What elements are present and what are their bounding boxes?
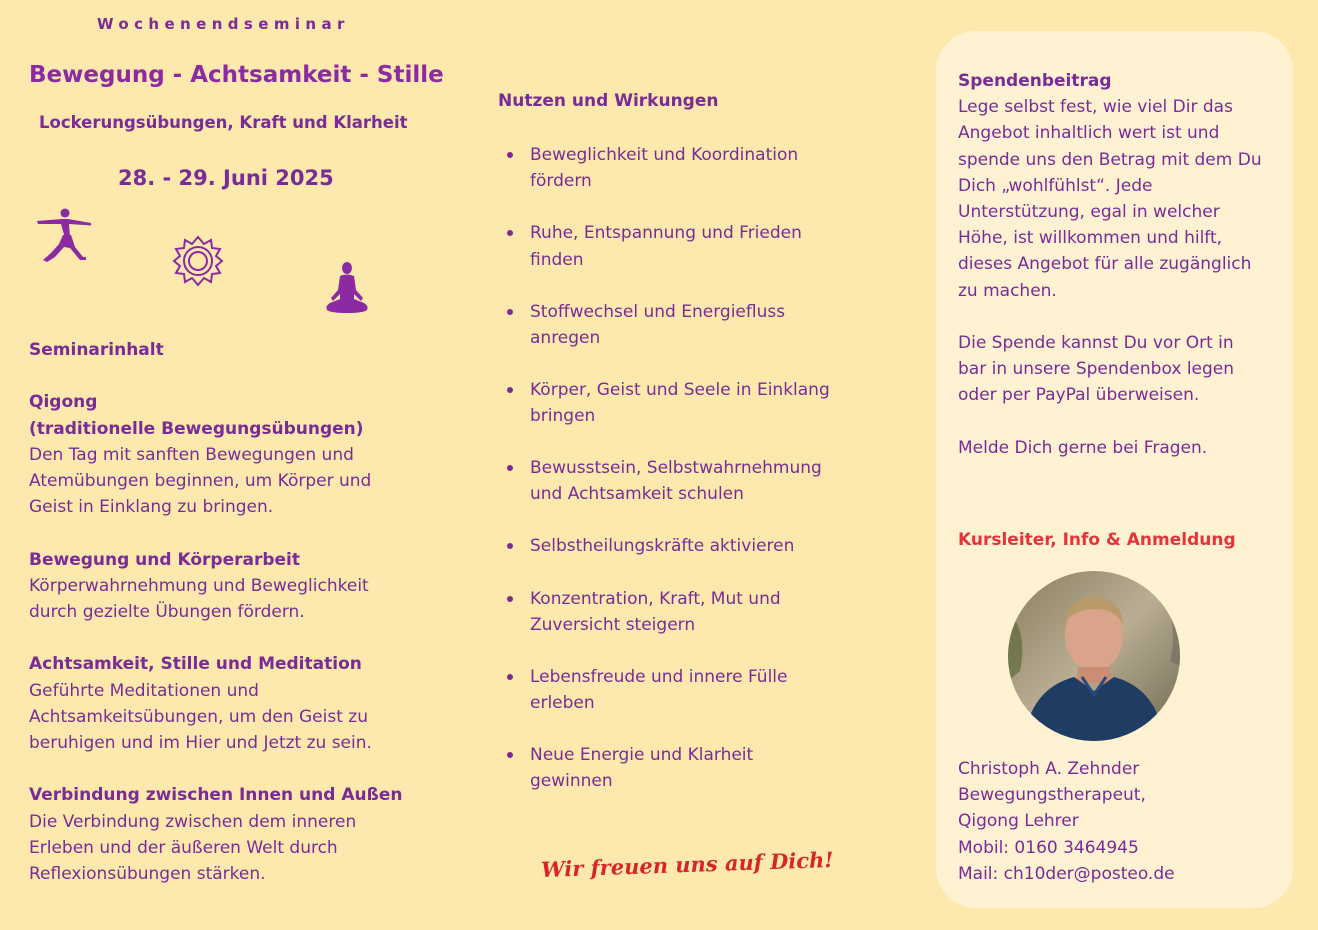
section-line: Die Verbindung zwischen dem inneren xyxy=(29,811,357,832)
contact-role: Qigong Lehrer xyxy=(958,811,1079,832)
benefits-title: Nutzen und Wirkungen xyxy=(498,91,719,111)
section-line: Reflexionsübungen stärken. xyxy=(29,864,266,884)
section-line: durch gezielte Übungen fördern. xyxy=(29,602,305,622)
section-line: Atemübungen beginnen, um Körper und xyxy=(29,471,372,491)
section-subtitle: (traditionelle Bewegungsübungen) xyxy=(29,418,364,439)
seminar-date: 28. - 29. Juni 2025 xyxy=(118,166,334,190)
mandala-icon xyxy=(171,234,225,288)
section-line: beruhigen und im Hier und Jetzt zu sein. xyxy=(29,733,372,753)
contact-mail[interactable]: Mail: ch10der@posteo.de xyxy=(958,863,1175,884)
section-line: Geist in Einklang zu bringen. xyxy=(29,497,274,518)
meditation-icon xyxy=(323,261,371,315)
section-title: Achtsamkeit, Stille und Meditation xyxy=(29,654,362,675)
seminar-kicker: Wochenendseminar xyxy=(97,15,350,33)
donation-heading: Spendenbeitrag xyxy=(958,71,1112,91)
list-item: Lebensfreude und innere Fülle erleben xyxy=(505,664,865,742)
contact-details xyxy=(958,756,1288,887)
avatar xyxy=(1008,571,1180,741)
donation-text: Spendenbeitrag Lege selbst fest, wie viel Dir das Angebot inhaltlich wert ist und spende uns den Betrag mit dem Du Dich „wohlfühlst“. Jede Unterstützung, egal in welcher Höhe, ist willkommen und hilft, dieses Angebot für alle zugänglich zu machen. Die Spende kannst Du vor Ort in bar in unsere Spendenbox legen oder per PayPal überweisen. Melde Dich gerne bei Fragen. xyxy=(958,68,1288,461)
seminar-content xyxy=(29,337,439,887)
section-line: Erleben und der äußeren Welt durch xyxy=(29,837,338,858)
list-item: Neue Energie und Klarheit gewinnen xyxy=(505,742,865,820)
seminar-title: Bewegung - Achtsamkeit - Stille xyxy=(29,62,444,88)
contact-role: Bewegungstherapeut, xyxy=(958,785,1146,806)
contact-phone[interactable]: Mobil: 0160 3464945 xyxy=(958,837,1139,858)
content-heading: Seminarinhalt xyxy=(29,340,164,360)
contact-heading: Kursleiter, Info & Anmeldung xyxy=(958,530,1236,550)
slogan-text: Wir freuen uns auf Dich! xyxy=(540,846,834,883)
contact-name: Christoph A. Zehnder xyxy=(958,759,1140,779)
list-item: Selbstheilungskräfte aktivieren xyxy=(505,533,865,585)
list-item: Beweglichkeit und Koordination fördern xyxy=(505,142,865,220)
list-item: Konzentration, Kraft, Mut und Zuversicht steigern xyxy=(505,586,865,664)
list-item: Ruhe, Entspannung und Frieden finden xyxy=(505,220,865,298)
list-item: Körper, Geist und Seele in Einklang bringen xyxy=(505,377,865,455)
section-line: Achtsamkeitsübungen, um den Geist zu xyxy=(29,706,368,727)
section-title: Verbindung zwischen Innen und Außen xyxy=(29,785,403,806)
section-line: Geführte Meditationen und xyxy=(29,680,259,701)
list-item: Bewusstsein, Selbstwahrnehmung und Achtsamkeit schulen xyxy=(505,455,865,533)
list-item: Stoffwechsel und Energiefluss anregen xyxy=(505,299,865,377)
benefits-list xyxy=(505,142,865,821)
seminar-subtitle: Lockerungsübungen, Kraft und Klarheit xyxy=(39,113,408,132)
section-title: Bewegung und Körperarbeit xyxy=(29,549,301,570)
section-line: Den Tag mit sanften Bewegungen und xyxy=(29,444,354,465)
section-line: Körperwahrnehmung und Beweglichkeit xyxy=(29,575,369,596)
yoga-warrior-icon xyxy=(35,207,93,265)
section-title: Qigong xyxy=(29,392,98,413)
